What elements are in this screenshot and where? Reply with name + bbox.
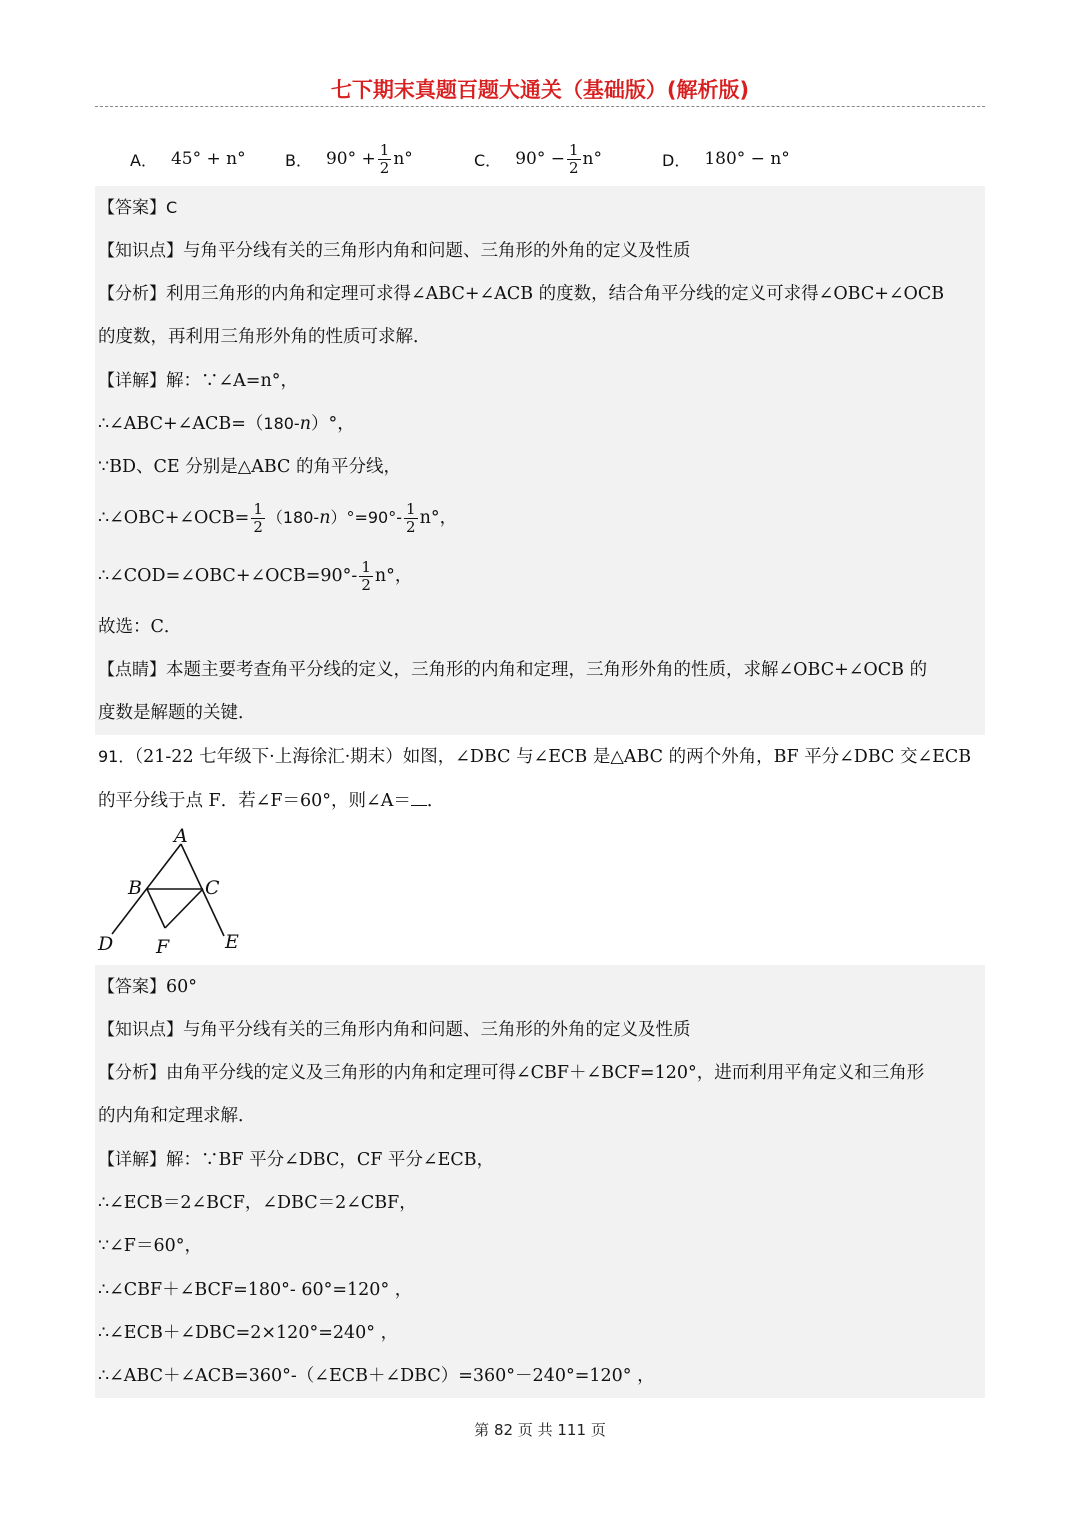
label-d: D <box>98 933 114 955</box>
answer-options <box>130 134 980 184</box>
q90-comment-cont: 度数是解题的关键． <box>98 703 256 723</box>
q91-knowledge <box>98 1017 691 1043</box>
option-expression: 180° − n° <box>704 149 790 169</box>
option-expression: 45° + n° <box>170 149 246 169</box>
fraction-denominator: 2 <box>253 517 263 536</box>
option-expression-tail: n° <box>393 149 413 169</box>
fraction-numerator: 1 <box>361 557 371 576</box>
page-total: 111 <box>557 1421 587 1439</box>
answer-tag: 【答案】 <box>98 198 166 218</box>
q91-question <box>98 744 971 770</box>
q90-knowledge <box>98 238 691 264</box>
page-footer <box>0 1419 1080 1440</box>
step-text: （180- <box>266 508 320 527</box>
label-b: B <box>128 877 142 899</box>
option-letter: C． <box>474 150 502 170</box>
fraction-numerator: 1 <box>253 499 263 518</box>
option-expression-tail: n° <box>582 149 602 169</box>
q91-analysis-cont: 的内角和定理求解． <box>98 1106 256 1126</box>
q90-choose: 故选：C． <box>98 617 182 637</box>
step-text: ∴∠OBC+∠OCB= <box>98 508 250 528</box>
fraction <box>251 501 265 536</box>
q90-detail <box>98 368 298 394</box>
fraction <box>567 142 581 177</box>
label-a: A <box>174 825 188 847</box>
knowledge-tag: 【知识点】 <box>98 241 183 261</box>
q90-step-4 <box>98 494 457 542</box>
page-number: 82 <box>493 1421 514 1439</box>
footer-text: 页 共 <box>517 1421 553 1439</box>
detail-tag: 【详解】 <box>98 371 166 391</box>
question-text: 如图，∠DBC 与∠ECB 是△ABC 的两个外角，BF 平分∠DBC 交∠ECB <box>402 747 972 767</box>
geometry-figure <box>95 822 255 962</box>
q91-answer <box>98 974 197 1000</box>
analysis-text: 利用三角形的内角和定理可求得∠ABC+∠ACB 的度数，结合角平分线的定义可求得∠OBC+∠OCB <box>166 284 945 304</box>
q90-comment <box>98 657 927 683</box>
q90-step-2 <box>98 411 355 437</box>
step-text-tail: n°， <box>419 508 458 528</box>
answer-value: C <box>166 198 178 217</box>
step-variable: n <box>319 508 331 528</box>
header-title: 七下期末真题百题大通关（基础版）(解析版) <box>330 78 750 102</box>
q90-step-3: ∵BD、CE 分别是△ABC 的角平分线， <box>98 457 401 477</box>
fraction <box>404 501 418 536</box>
question-source: （21-22 七年级下·上海徐汇·期末） <box>134 747 403 767</box>
q90-analysis-cont: 的度数，再利用三角形外角的性质可求解． <box>98 327 431 347</box>
q91-detail <box>98 1147 494 1173</box>
question-number: 91． <box>98 747 135 766</box>
knowledge-text: 与角平分线有关的三角形内角和问题、三角形的外角的定义及性质 <box>183 241 691 261</box>
footer-text: 第 <box>474 1421 490 1439</box>
fraction-denominator: 2 <box>568 158 579 177</box>
q90-analysis <box>98 281 944 307</box>
fraction-denominator: 2 <box>379 158 390 177</box>
detail-tag: 【详解】 <box>98 1150 166 1170</box>
q91-question-cont <box>98 787 444 814</box>
option-d <box>662 134 790 184</box>
comment-text: 本题主要考查角平分线的定义，三角形的内角和定理，三角形外角的性质，求解∠OBC+∠OCB 的 <box>166 660 928 680</box>
question-text: 的平分线于点 F．若∠F＝60°，则∠A＝ <box>98 791 411 811</box>
option-letter: B． <box>285 150 312 170</box>
page-header <box>95 74 985 107</box>
answer-tag: 【答案】 <box>98 977 166 997</box>
analysis-tag: 【分析】 <box>98 284 166 304</box>
analysis-text: 由角平分线的定义及三角形的内角和定理可得∠CBF＋∠BCF=120°，进而利用平角定义和三角形 <box>166 1063 925 1083</box>
step-text: ∴∠ABC+∠ACB=（ <box>98 414 264 434</box>
q91-step-3: ∵∠F＝60°， <box>98 1236 202 1256</box>
comment-tag: 【点睛】 <box>98 660 166 680</box>
q90-step-5 <box>98 552 412 600</box>
detail-step: 解：∵∠A=n°， <box>166 371 298 391</box>
label-f: F <box>156 936 170 958</box>
fraction-denominator: 2 <box>361 575 371 594</box>
fraction-denominator: 2 <box>406 517 416 536</box>
question-text-tail: ． <box>426 791 445 811</box>
knowledge-tag: 【知识点】 <box>98 1020 183 1040</box>
q91-step-5: ∴∠ECB＋∠DBC=2×120°=240° ， <box>98 1323 399 1343</box>
label-e: E <box>225 931 239 953</box>
option-expression: 90° + <box>325 149 376 169</box>
fraction <box>378 142 392 177</box>
option-a <box>130 134 246 184</box>
answer-value: 60° <box>166 977 198 997</box>
option-letter: A． <box>130 150 157 170</box>
q91-step-4: ∴∠CBF＋∠BCF=180°- 60°=120° ， <box>98 1280 413 1300</box>
detail-step: 解：∵BF 平分∠DBC，CF 平分∠ECB， <box>166 1150 495 1170</box>
fraction-numerator: 1 <box>406 499 416 518</box>
q91-step-2: ∴∠ECB＝2∠BCF，∠DBC＝2∠CBF， <box>98 1193 417 1213</box>
option-c <box>474 134 602 184</box>
step-text: ）°=90°- <box>330 508 403 527</box>
footer-text: 页 <box>590 1421 606 1439</box>
step-variable: n <box>299 414 311 434</box>
step-text-tail: n°， <box>374 566 413 586</box>
fraction <box>359 559 373 594</box>
knowledge-text: 与角平分线有关的三角形内角和问题、三角形的外角的定义及性质 <box>183 1020 691 1040</box>
q90-answer <box>98 195 177 221</box>
step-text-tail: ）°， <box>310 414 355 434</box>
analysis-tag: 【分析】 <box>98 1063 166 1083</box>
option-b <box>285 134 413 184</box>
segment-c-f <box>165 889 203 928</box>
segment-b-f <box>147 889 165 928</box>
fraction-numerator: 1 <box>568 140 579 159</box>
option-expression: 90° − <box>515 149 565 169</box>
step-number: 180- <box>263 414 300 433</box>
answer-blank <box>411 787 427 806</box>
step-text: ∴∠COD=∠OBC+∠OCB=90°- <box>98 566 358 586</box>
q91-step-6: ∴∠ABC＋∠ACB=360°-（∠ECB＋∠DBC）=360°－240°=120° ， <box>98 1366 655 1386</box>
q91-analysis <box>98 1060 924 1086</box>
fraction-numerator: 1 <box>379 140 390 159</box>
option-letter: D． <box>662 150 691 170</box>
label-c: C <box>205 877 220 899</box>
